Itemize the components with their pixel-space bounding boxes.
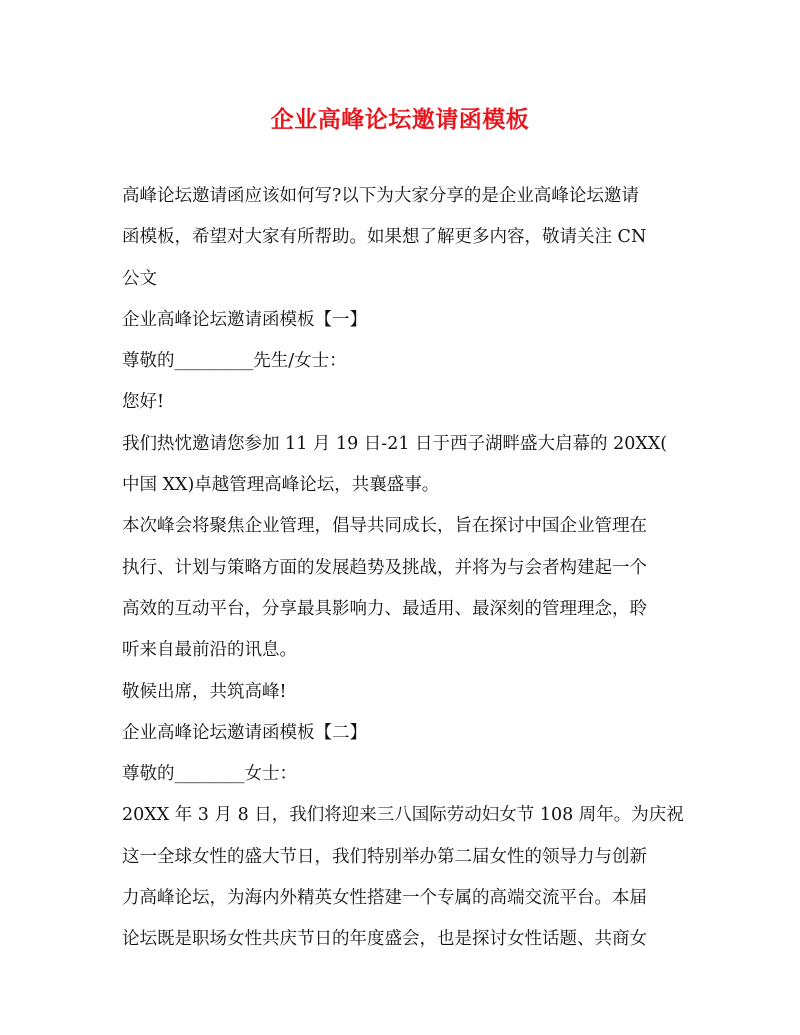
document-body: [122, 176, 682, 961]
paragraph-line: 中国 XX)卓越管理高峰论坛，共襄盛事。: [122, 475, 440, 496]
paragraph-line: 执行、计划与策略方面的发展趋势及挑战，并将为与会者构建起一个: [122, 557, 647, 578]
greeting: 您好!: [122, 392, 165, 413]
paragraph-line: 公文: [122, 268, 157, 289]
paragraph-line: 论坛既是职场女性共庆节日的年度盛会，也是探讨女性话题、共商女: [122, 929, 647, 950]
closing-line: 敬候出席，共筑高峰!: [122, 681, 287, 702]
paragraph-line: 高峰论坛邀请函应该如何写?以下为大家分享的是企业高峰论坛邀请: [122, 186, 639, 206]
paragraph-line: 这一全球女性的盛大节日，我们特别举办第二届女性的领导力与创新: [122, 846, 647, 867]
paragraph-line: 我们热忱邀请您参加 11 月 19 日-21 日于西子湖畔盛大启幕的 20XX(: [122, 433, 668, 454]
section-heading-2: 企业高峰论坛邀请函模板【二】: [122, 722, 367, 743]
paragraph-line: 听来自最前沿的讯息。: [122, 640, 297, 661]
section-heading-1: 企业高峰论坛邀请函模板【一】: [122, 309, 367, 330]
paragraph-line: 高效的互动平台，分享最具影响力、最适用、最深刻的管理理念，聆: [122, 598, 647, 619]
document-title: 企业高峰论坛邀请函模板: [270, 106, 530, 133]
salutation: 尊敬的_________先生/女士：: [122, 351, 347, 372]
salutation: 尊敬的________女士：: [122, 764, 297, 785]
paragraph-line: 本次峰会将聚焦企业管理，倡导共同成长，旨在探讨中国企业管理在: [122, 516, 647, 537]
paragraph-line: 力高峰论坛，为海内外精英女性搭建一个专属的高端交流平台。本届: [122, 888, 647, 909]
paragraph-line: 20XX 年 3 月 8 日，我们将迎来三八国际劳动妇女节 108 周年。为庆祝: [122, 805, 684, 826]
paragraph-line: 函模板，希望对大家有所帮助。如果想了解更多内容，敬请关注 CN: [122, 227, 647, 248]
